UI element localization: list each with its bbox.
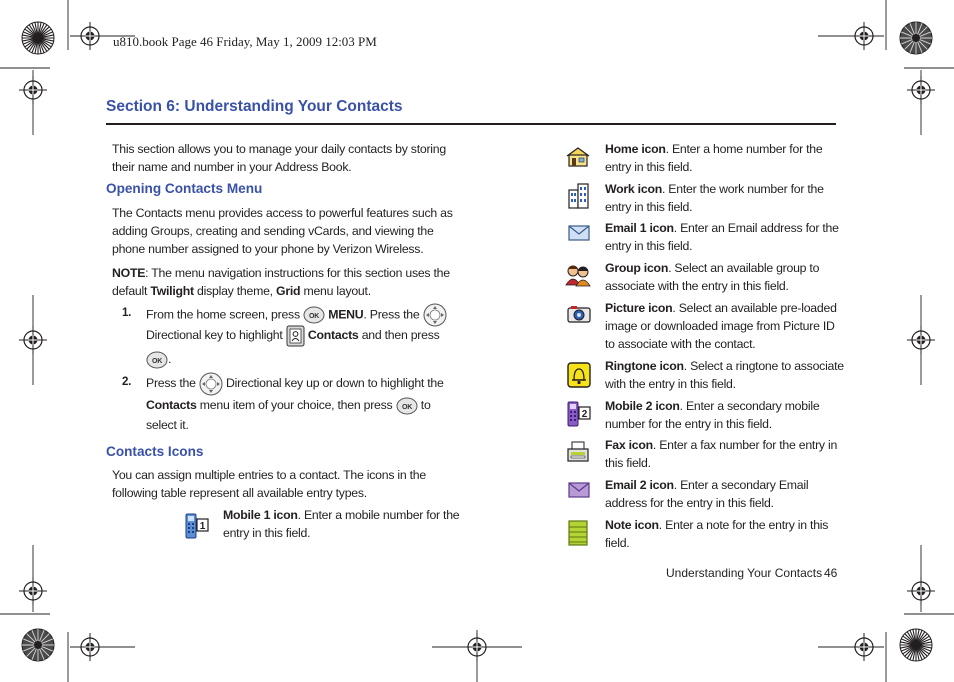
picture-icon [567,305,591,323]
step-1-line-2: Directional key to highlight Contacts and then press [146,323,440,347]
step-2-line-1: Press the Directional key up or down to highlight the [146,371,444,396]
step-2-line-2: Contacts menu item of your choice, then press OK to [146,394,431,416]
entry-ringtone: Ringtone icon. Select a ringtone to associate with the entry in this field. [605,359,844,391]
footer-page-number: 46 [824,566,838,580]
fax-icon [567,441,589,463]
step-1-line-3: OK . [146,348,171,370]
opening-contacts-menu-heading: Opening Contacts Menu [106,181,263,196]
opening-menu-paragraph: The Contacts menu provides access to powerful features such as adding Groups, creating and sending vCards, and viewing the phone number assigned to your phone by Verizon Wireless. [112,206,453,256]
step-2-number: 2. [122,376,132,388]
ringtone-icon [567,362,591,388]
entry-picture: Picture icon. Select an available pre-loaded image or downloaded image from Picture ID to associate with the contact. [605,301,837,351]
mobile-1-icon [184,512,210,540]
section-title: Section 6: Understanding Your Contacts [106,98,403,115]
entry-group: Group icon. Select an available group to associate with the entry in this field. [605,261,820,293]
entry-mobile-2: Mobile 2 icon. Enter a secondary mobile number for the entry in this field. [605,399,820,431]
home-icon [565,146,591,168]
contacts-menu-icon [286,325,305,347]
entry-email-2: Email 2 icon. Enter a secondary Email address for the entry in this field. [605,478,809,510]
title-rule [106,123,836,125]
note-icon [568,520,588,546]
step-1-number: 1. [122,307,132,319]
mobile-2-icon [566,400,592,428]
print-slug: u810.book Page 46 Friday, May 1, 2009 12:03 PM [113,34,377,49]
entry-home: Home icon. Enter a home number for the entry in this field. [605,142,823,174]
ok-key-icon [303,306,325,324]
ok-key-icon [396,397,418,415]
entry-email-1: Email 1 icon. Enter an Email address for the entry in this field. [605,221,839,253]
note-paragraph: NOTE: The menu navigation instructions for this section uses the default Twilight display theme, Grid menu layout. [112,266,450,298]
entry-work: Work icon. Enter the work number for the entry in this field. [605,182,824,214]
email-1-icon [568,225,590,241]
step-1-line-1: From the home screen, press OK MENU. Press the [146,303,447,327]
svg-text:2: 2 [581,409,588,420]
entry-fax: Fax icon. Enter a fax number for the entry in this field. [605,438,838,470]
footer-section-name: Understanding Your Contacts [666,566,823,580]
group-icon [565,263,591,287]
contacts-icons-heading: Contacts Icons [106,444,204,459]
entry-note: Note icon. Enter a note for the entry in this field. [605,518,829,550]
intro-paragraph: This section allows you to manage your daily contacts by storing their name and number in your Address Book. [112,142,446,174]
email-2-icon [568,482,590,498]
ok-key-icon [146,351,168,369]
svg-text:OK: OK [152,357,162,365]
svg-text:OK: OK [309,313,320,320]
work-icon [567,182,591,210]
svg-text:1: 1 [199,521,206,532]
contacts-icons-paragraph: You can assign multiple entries to a contact. The icons in the following table represent all available entry types. [112,468,426,500]
svg-text:OK: OK [401,403,412,411]
entry-mobile-1: Mobile 1 icon. Enter a mobile number for the entry in this field. [223,508,460,540]
directional-key-icon [199,372,223,396]
step-2-line-3: select it. [146,418,189,432]
